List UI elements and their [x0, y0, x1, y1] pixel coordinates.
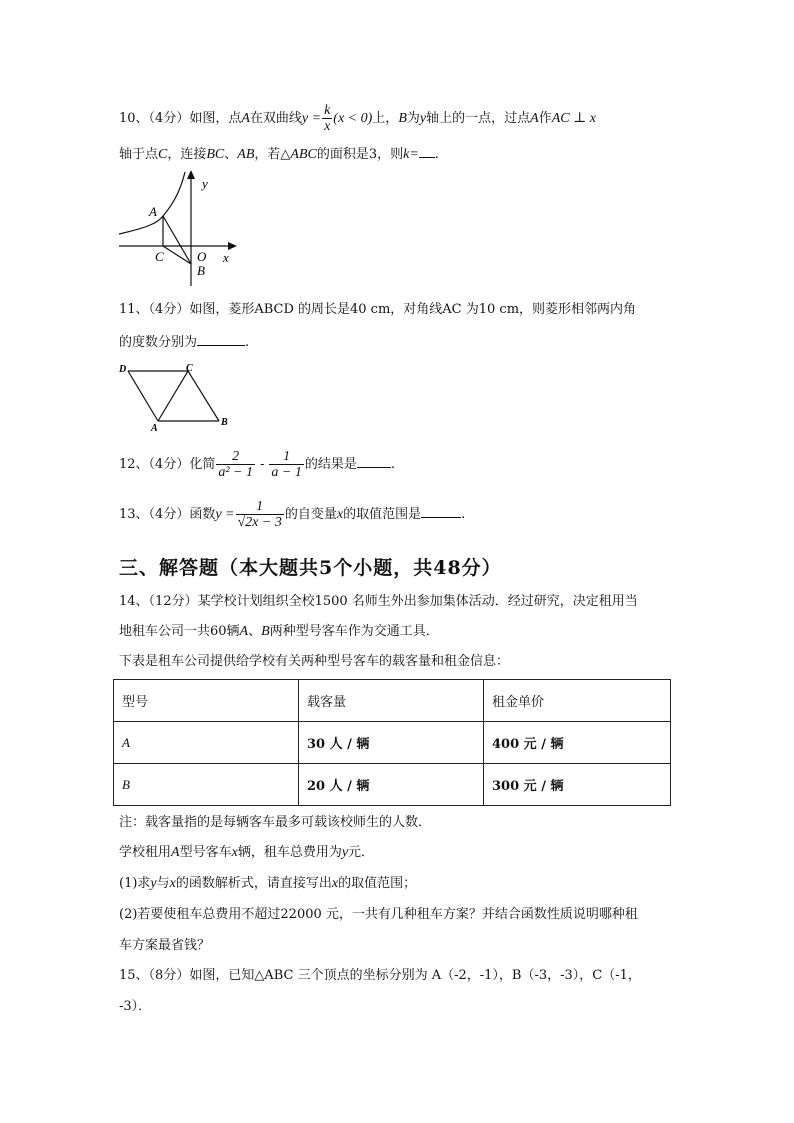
- table-header: 型号: [114, 680, 299, 722]
- table-cell: 300 元 / 辆: [484, 764, 671, 806]
- hyperbola-branch: [119, 172, 185, 234]
- q12-fraction-1: $\frac{2}{\text{a² − 1}}$: [218, 449, 253, 480]
- q13-fraction: $\frac{1}{√2x - 3}$: [237, 499, 282, 530]
- label-C: C: [155, 249, 164, 264]
- y-axis-arrow: [187, 170, 195, 179]
- segment-BC: [163, 246, 191, 264]
- figure-rhombus: [115, 362, 235, 434]
- q15-line1: 15、（8分）如图，已知△ABC 三个顶点的坐标分别为 A（-2，-1），B（-3，-3），C（-1，: [119, 968, 641, 983]
- table-header: 载客量: [299, 680, 484, 722]
- table-cell: 400 元 / 辆: [484, 722, 671, 764]
- section-title: 三、解答题（本大题共5个小题，共48分）: [119, 557, 502, 579]
- side-CB: [188, 371, 219, 421]
- label-D: D: [119, 364, 127, 375]
- table-row: [114, 764, 671, 806]
- label-x: x: [223, 250, 229, 265]
- table-header: 租金单价: [484, 680, 671, 722]
- q14-note: 注：载客量指的是每辆客车最多可载该校师生的人数．: [119, 815, 432, 830]
- q12-fraction-2: $\frac{1}{a - 1}$: [271, 449, 302, 480]
- table-row: [114, 722, 671, 764]
- q10-fraction: $\frac{k}{x}$: [324, 103, 331, 134]
- q10-line1: 10、（4分）如图，点A在双曲线y = $\frac{k}{x}$ (x < 0)上，B为y轴上的一点，过点A作AC ⊥ x: [119, 103, 596, 134]
- q10-line2: 轴于点C，连接BC、AB，若△ABC的面积是3，则k= .: [119, 143, 439, 165]
- label-C: C: [186, 363, 193, 374]
- label-A: A: [149, 204, 157, 219]
- answer-blank: [421, 503, 461, 518]
- answer-blank: [197, 331, 245, 346]
- table-cell: A: [114, 722, 299, 764]
- q14-part2-line2: 车方案最省钱？: [119, 938, 211, 953]
- label-O: O: [197, 249, 207, 264]
- q12-line: 12、（4分）化简 $\frac{2}{\text{a² − 1}}$ - $\frac{1}{a - 1}$ 的结果是 .: [119, 449, 395, 480]
- q15-line2: -3）．: [119, 999, 152, 1014]
- figure-hyperbola: [115, 168, 245, 288]
- table-cell: B: [114, 764, 299, 806]
- q11-line1: 11、（4分）如图，菱形ABCD 的周长是40 cm，对角线AC 为10 cm，则菱形相邻两内角: [119, 302, 637, 317]
- label-y: y: [202, 176, 208, 191]
- rental-table: [113, 679, 671, 806]
- answer-blank: [357, 453, 391, 468]
- q14-line1: 14、（12分）某学校计划组织全校1500 名师生外出参加集体活动．经过研究，决定租用当: [119, 594, 638, 609]
- q14-line2: 地租车公司一共60辆A、B两种型号客车作为交通工具．: [119, 624, 439, 639]
- label-B: B: [221, 417, 228, 428]
- q13-line: 13、（4分）函数y = $\frac{1}{√2x - 3}$ 的自变量x的取值范围是 .: [119, 499, 466, 530]
- x-axis-arrow: [228, 242, 237, 250]
- q14-line3: 下表是租车公司提供给学校有关两种型号客车的载客量和租金信息：: [119, 654, 510, 669]
- answer-blank: [419, 143, 435, 158]
- q14-part1: (1)求y与x的函数解析式，请直接写出x的取值范围；: [119, 876, 417, 891]
- diagonal-AC: [158, 371, 188, 421]
- q11-line2: 的度数分别为 .: [119, 331, 249, 353]
- table-cell: 20 人 / 辆: [299, 764, 484, 806]
- side-AD: [128, 371, 158, 421]
- table-cell: 30 人 / 辆: [299, 722, 484, 764]
- q14-part2-line1: (2)若要使租车总费用不超过22000 元，一共有几种租车方案？并结合函数性质说明哪种租: [119, 907, 638, 922]
- table-header-row: [114, 680, 671, 722]
- label-A: A: [151, 423, 158, 434]
- label-B: B: [197, 263, 205, 278]
- segment-AB: [163, 216, 191, 264]
- q14-line5: 学校租用A型号客车x辆，租车总费用为y元．: [119, 845, 375, 860]
